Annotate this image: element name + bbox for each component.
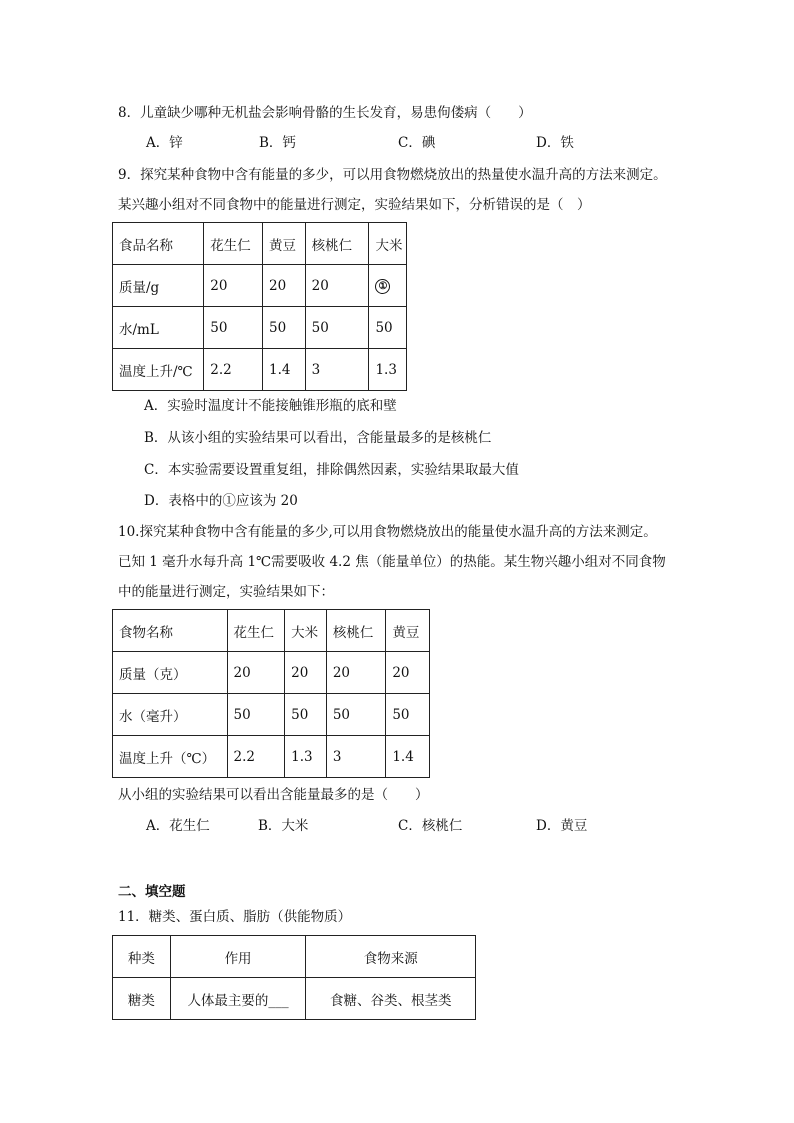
table-cell: 2.2 <box>204 349 263 391</box>
table-cell: 50 <box>369 307 407 349</box>
table-header-row <box>113 223 407 265</box>
table-cell: 糖类 <box>113 978 171 1020</box>
table-cell: 50 <box>305 307 369 349</box>
table-header-cell: 核桃仁 <box>305 223 369 265</box>
table-header-row <box>113 610 430 652</box>
table-row <box>113 978 476 1020</box>
table-header-cell: 作用 <box>170 936 306 978</box>
table-cell: 20 <box>305 265 369 307</box>
table-cell: 20 <box>227 652 285 694</box>
table-cell: 50 <box>326 694 386 736</box>
table-cell: 3 <box>305 349 369 391</box>
circled-number-one: ① <box>375 279 390 294</box>
q11-stem: 11．糖类、蛋白质、脂肪（供能物质） <box>118 909 352 925</box>
table-header-cell: 核桃仁 <box>326 610 386 652</box>
table-cell: 20 <box>285 652 327 694</box>
table-cell: 3 <box>326 736 386 778</box>
table-cell: 温度上升（℃） <box>113 736 228 778</box>
q10-option-d: D．黄豆 <box>536 818 588 834</box>
q9-option-d: D．表格中的①应该为 20 <box>144 493 298 509</box>
q9-option-c: C．本实验需要设置重复组，排除偶然因素，实验结果取最大值 <box>144 462 519 478</box>
table-cell: 1.3 <box>369 349 407 391</box>
q9-option-b: B．从该小组的实验结果可以看出，含能量最多的是核桃仁 <box>144 430 492 446</box>
q10-table <box>112 609 430 778</box>
table-cell: 50 <box>285 694 327 736</box>
table-header-cell: 大米 <box>369 223 407 265</box>
q9-stem-line1: 9．探究某种食物中含有能量的多少，可以用食物燃烧放出的热量使水温升高的方法来测定。 <box>118 167 667 183</box>
q9-stem-line2: 某兴趣小组对不同食物中的能量进行测定，实验结果如下，分析错误的是（ ） <box>118 197 591 213</box>
q8-option-a: A．锌 <box>146 135 183 151</box>
q10-stem-line1: 10.探究某种食物中含有能量的多少,可以用食物燃烧放出的能量使水温升高的方法来测定。 <box>118 524 657 540</box>
q10-stem-line2: 已知 1 毫升水每升高 1℃需要吸收 4.2 焦（能量单位）的热能。某生物兴趣小组对不同食物 <box>118 554 666 570</box>
table-cell: 50 <box>227 694 285 736</box>
q9-table <box>112 222 407 391</box>
q8-option-d: D．铁 <box>536 135 574 151</box>
table-cell: 食糖、谷类、根茎类 <box>306 978 476 1020</box>
table-cell: 2.2 <box>227 736 285 778</box>
table-row <box>113 652 430 694</box>
q10-option-c: C．核桃仁 <box>398 818 463 834</box>
table-cell: 1.3 <box>285 736 327 778</box>
table-cell: 20 <box>386 652 430 694</box>
table-cell: 50 <box>263 307 306 349</box>
table-row <box>113 694 430 736</box>
table-cell: 20 <box>204 265 263 307</box>
table-header-cell: 食物来源 <box>306 936 476 978</box>
table-header-cell: 黄豆 <box>386 610 430 652</box>
table-header-cell: 花生仁 <box>227 610 285 652</box>
table-row <box>113 736 430 778</box>
table-cell: 水（毫升） <box>113 694 228 736</box>
table-cell: 质量/g <box>113 265 204 307</box>
table-cell: 50 <box>204 307 263 349</box>
q9-option-a: A．实验时温度计不能接触锥形瓶的底和壁 <box>144 398 397 414</box>
table-header-row <box>113 936 476 978</box>
table-cell: 1.4 <box>386 736 430 778</box>
q10-option-b: B．大米 <box>258 818 309 834</box>
q8-option-b: B．钙 <box>259 135 296 151</box>
table-row <box>113 265 407 307</box>
q11-table <box>112 935 476 1020</box>
table-header-cell: 食品名称 <box>113 223 204 265</box>
section-title: 二、填空题 <box>118 884 186 900</box>
table-cell: 质量（克） <box>113 652 228 694</box>
table-cell: 20 <box>326 652 386 694</box>
table-header-cell: 食物名称 <box>113 610 228 652</box>
table-row <box>113 307 407 349</box>
table-row <box>113 349 407 391</box>
table-cell: 人体最主要的___ <box>170 978 306 1020</box>
table-header-cell: 大米 <box>285 610 327 652</box>
q10-question: 从小组的实验结果可以看出含能量最多的是（ ） <box>118 787 429 803</box>
table-header-cell: 黄豆 <box>263 223 306 265</box>
table-cell: 20 <box>263 265 306 307</box>
table-header-cell: 种类 <box>113 936 171 978</box>
q8-stem: 8．儿童缺少哪种无机盐会影响骨骼的生长发育，易患佝偻病（ ） <box>118 105 532 121</box>
q8-option-c: C．碘 <box>398 135 436 151</box>
table-cell: 1.4 <box>263 349 306 391</box>
table-cell: 50 <box>386 694 430 736</box>
table-cell: 水/mL <box>113 307 204 349</box>
table-header-cell: 花生仁 <box>204 223 263 265</box>
q10-option-a: A．花生仁 <box>146 818 210 834</box>
table-cell: 温度上升/℃ <box>113 349 204 391</box>
q10-stem-line3: 中的能量进行测定，实验结果如下： <box>118 584 334 600</box>
table-cell <box>369 265 407 307</box>
